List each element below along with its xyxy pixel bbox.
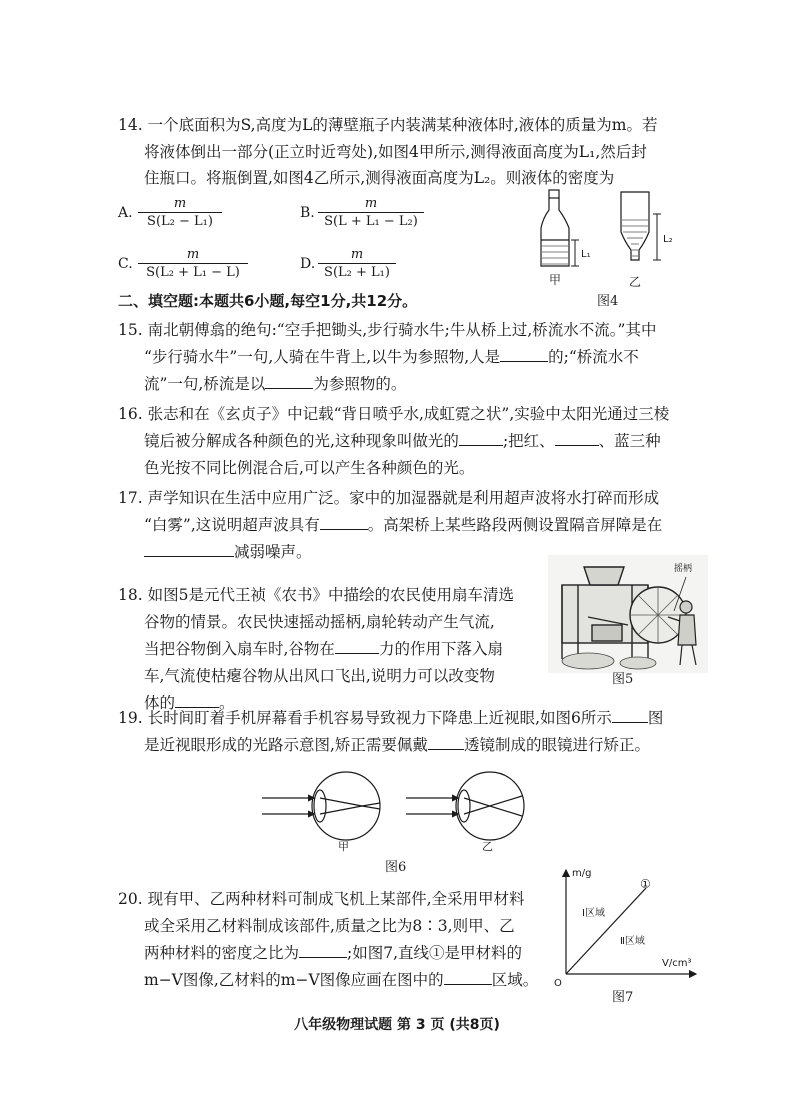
q18-blank-2[interactable] xyxy=(175,692,219,708)
q16-text-b: ;把红、 xyxy=(502,432,555,450)
denominator: S(L₂ + L₁) xyxy=(324,265,390,280)
bottle-yi-label: 乙 xyxy=(629,275,642,289)
x-axis-label: V/cm³ xyxy=(662,958,692,969)
q16-line-3: 色光按不同比例混合后,可以产生各种颜色的光。 xyxy=(144,459,475,477)
fan-spokes xyxy=(630,587,686,643)
region-2-label: Ⅱ区域 xyxy=(620,936,645,947)
q17-blank-1[interactable] xyxy=(320,514,368,530)
q14-option-b[interactable] xyxy=(300,205,315,221)
option-label: B. xyxy=(300,205,315,221)
l1-dimension xyxy=(571,240,579,266)
eye-jia-label: 甲 xyxy=(338,840,349,852)
q15-line-1: 15. 南北朝傅翕的绝句:“空手把锄头,步行骑水牛;牛从桥上过,桥流水不流。”其中 xyxy=(118,321,657,339)
figure-7-mv-graph xyxy=(552,862,702,988)
figure-5-winnower-illustration xyxy=(548,555,708,673)
q17-line-3 xyxy=(144,541,312,563)
q16-line-1: 16. 张志和在《玄贞子》中记载“背日喷乎水,成虹霓之状”,实验中太阳光通过三棱 xyxy=(118,405,670,423)
numerator: m xyxy=(350,247,364,262)
q19-line-1 xyxy=(118,707,663,729)
numerator: m xyxy=(186,247,200,262)
numerator: m xyxy=(364,196,378,211)
q15-line-2 xyxy=(144,346,639,368)
figure-6-eye-diagrams xyxy=(258,770,538,852)
l1-label: L₁ xyxy=(581,249,591,260)
q14-option-c-fraction xyxy=(138,247,248,282)
option-label: C. xyxy=(118,256,133,272)
option-label: D. xyxy=(300,256,316,272)
q19-blank-1[interactable] xyxy=(612,707,648,723)
eye-yi-label: 乙 xyxy=(482,840,493,852)
q20-line-1: 20. 现有甲、乙两种材料可制成飞机上某部件,全采用甲材料 xyxy=(118,890,525,908)
q19-blank-2[interactable] xyxy=(428,734,464,750)
figure-4-caption: 图4 xyxy=(597,294,619,309)
q20-blank-2[interactable] xyxy=(444,969,492,985)
liquid-inverted xyxy=(622,220,648,256)
q18-line-3 xyxy=(144,638,503,660)
q14-option-a-fraction xyxy=(138,196,222,231)
q17-blank-2[interactable] xyxy=(144,541,234,557)
q18-line-1: 18. 如图5是元代王祯《农书》中描绘的农民使用扇车清选 xyxy=(118,586,514,604)
q16-text-c: 、蓝三种 xyxy=(598,432,661,450)
bottle-jia-label: 甲 xyxy=(549,273,562,287)
q15-text-a: “步行骑水牛”一句,人骑在牛背上,以牛为参照物,人是 xyxy=(144,348,501,366)
q14-line-3: 住瓶口。将瓶倒置,如图4乙所示,测得液面高度为L₂。则液体的密度为 xyxy=(144,169,615,187)
q14-option-b-fraction xyxy=(318,196,424,231)
region-1-label: Ⅰ区域 xyxy=(582,908,605,919)
q15-blank-1[interactable] xyxy=(500,346,548,362)
q16-text-a: 镜后被分解成各种颜色的光,这种现象叫做光的 xyxy=(144,432,459,450)
bottle-upright xyxy=(541,190,569,266)
q17-line-1: 17. 声学知识在生活中应用广泛。家中的加湿器就是利用超声波将水打碎而形成 xyxy=(118,489,660,507)
y-axis-label: m/g xyxy=(572,868,592,879)
q20-text-c: m−V图像,乙材料的m−V图像应画在图中的 xyxy=(144,971,444,989)
line-1-label: ① xyxy=(640,877,651,891)
origin-label: O xyxy=(554,978,562,988)
q18-text-c: 体的 xyxy=(144,694,176,712)
q15-text-d: 为参照物的。 xyxy=(313,375,407,393)
l2-dimension xyxy=(653,214,661,260)
denominator: S(L + L₁ − L₂) xyxy=(324,214,418,229)
denominator: S(L₂ − L₁) xyxy=(147,214,213,229)
section-2-heading: 二、填空题:本题共6小题,每空1分,共12分。 xyxy=(118,292,418,310)
q18-line-2: 谷物的情景。农民快速摇动摇柄,扇轮转动产生气流, xyxy=(144,613,495,631)
q14-option-d-fraction xyxy=(318,247,396,282)
crank-label: 摇柄 xyxy=(674,564,693,574)
q20-text-a: 两种材料的密度之比为 xyxy=(144,944,300,962)
q20-text-b: ;如图7,直线①是甲材料的 xyxy=(347,944,523,962)
q15-blank-2[interactable] xyxy=(265,373,313,389)
q18-line-4: 车,气流使枯瘪谷物从出风口飞出,说明力可以改变物 xyxy=(144,667,495,685)
eye-jia xyxy=(262,772,380,840)
q20-blank-1[interactable] xyxy=(299,942,347,958)
q14-line-2: 将液体倒出一部分(正立时近弯处),如图4甲所示,测得液面高度为L₁,然后封 xyxy=(144,143,647,161)
q17-text-b: 。高架桥上某些路段两侧设置隔音屏障是在 xyxy=(367,516,663,534)
q17-text-c: 减弱噪声。 xyxy=(234,543,312,561)
q14-option-c[interactable] xyxy=(118,256,133,272)
q19-line-2 xyxy=(144,734,650,756)
numerator: m xyxy=(173,196,187,211)
figure-5-caption: 图5 xyxy=(612,672,634,687)
figure-7-caption: 图7 xyxy=(612,990,634,1005)
figure-6-caption: 图6 xyxy=(385,860,407,875)
q14-option-d[interactable] xyxy=(300,256,315,272)
q19-text-d: 透镜制成的眼镜进行矫正。 xyxy=(463,736,650,754)
q20-line-4 xyxy=(144,969,538,991)
q14-option-a[interactable] xyxy=(118,205,133,221)
liquid-upright xyxy=(542,246,568,264)
q19-text-b: 图 xyxy=(647,709,664,727)
q15-text-c: 流”一句,桥流是以 xyxy=(144,375,266,393)
q15-text-b: 的;“桥流水不 xyxy=(548,348,639,366)
q17-text-a: “白雾”,这说明超声波具有 xyxy=(144,516,320,534)
q18-blank-1[interactable] xyxy=(335,638,379,654)
q16-line-2 xyxy=(144,430,661,452)
page-footer: 八年级物理试题 第 3 页 (共8页) xyxy=(294,1017,500,1033)
q15-line-3 xyxy=(144,373,406,395)
eye-yi xyxy=(406,772,524,840)
q19-text-c: 是近视眼形成的光路示意图,矫正需要佩戴 xyxy=(144,736,428,754)
q18-text-d: 。 xyxy=(219,694,235,712)
q14-line-1: 14. 一个底面积为S,高度为L的薄壁瓶子内装满某种液体时,液体的质量为m。若 xyxy=(118,116,658,134)
q16-blank-1[interactable] xyxy=(459,430,503,446)
q20-line-3 xyxy=(144,942,522,964)
q20-text-d: 区域。 xyxy=(491,971,539,989)
q16-blank-2[interactable] xyxy=(555,430,599,446)
l2-label: L₂ xyxy=(663,234,673,245)
q20-line-2: 或全采用乙材料制成该部件,质量之比为8∶3,则甲、乙 xyxy=(144,917,515,935)
denominator: S(L₂ + L₁ − L) xyxy=(146,265,240,280)
q18-text-a: 当把谷物倒入扇车时,谷物在 xyxy=(144,640,335,658)
option-label: A. xyxy=(118,205,133,221)
q19-text-a: 19. 长时间盯着手机屏幕看手机容易导致视力下降患上近视眼,如图6所示 xyxy=(118,709,612,727)
q17-line-2 xyxy=(144,514,662,536)
q18-text-b: 力的作用下落入扇 xyxy=(378,640,503,658)
line-1 xyxy=(566,888,646,974)
